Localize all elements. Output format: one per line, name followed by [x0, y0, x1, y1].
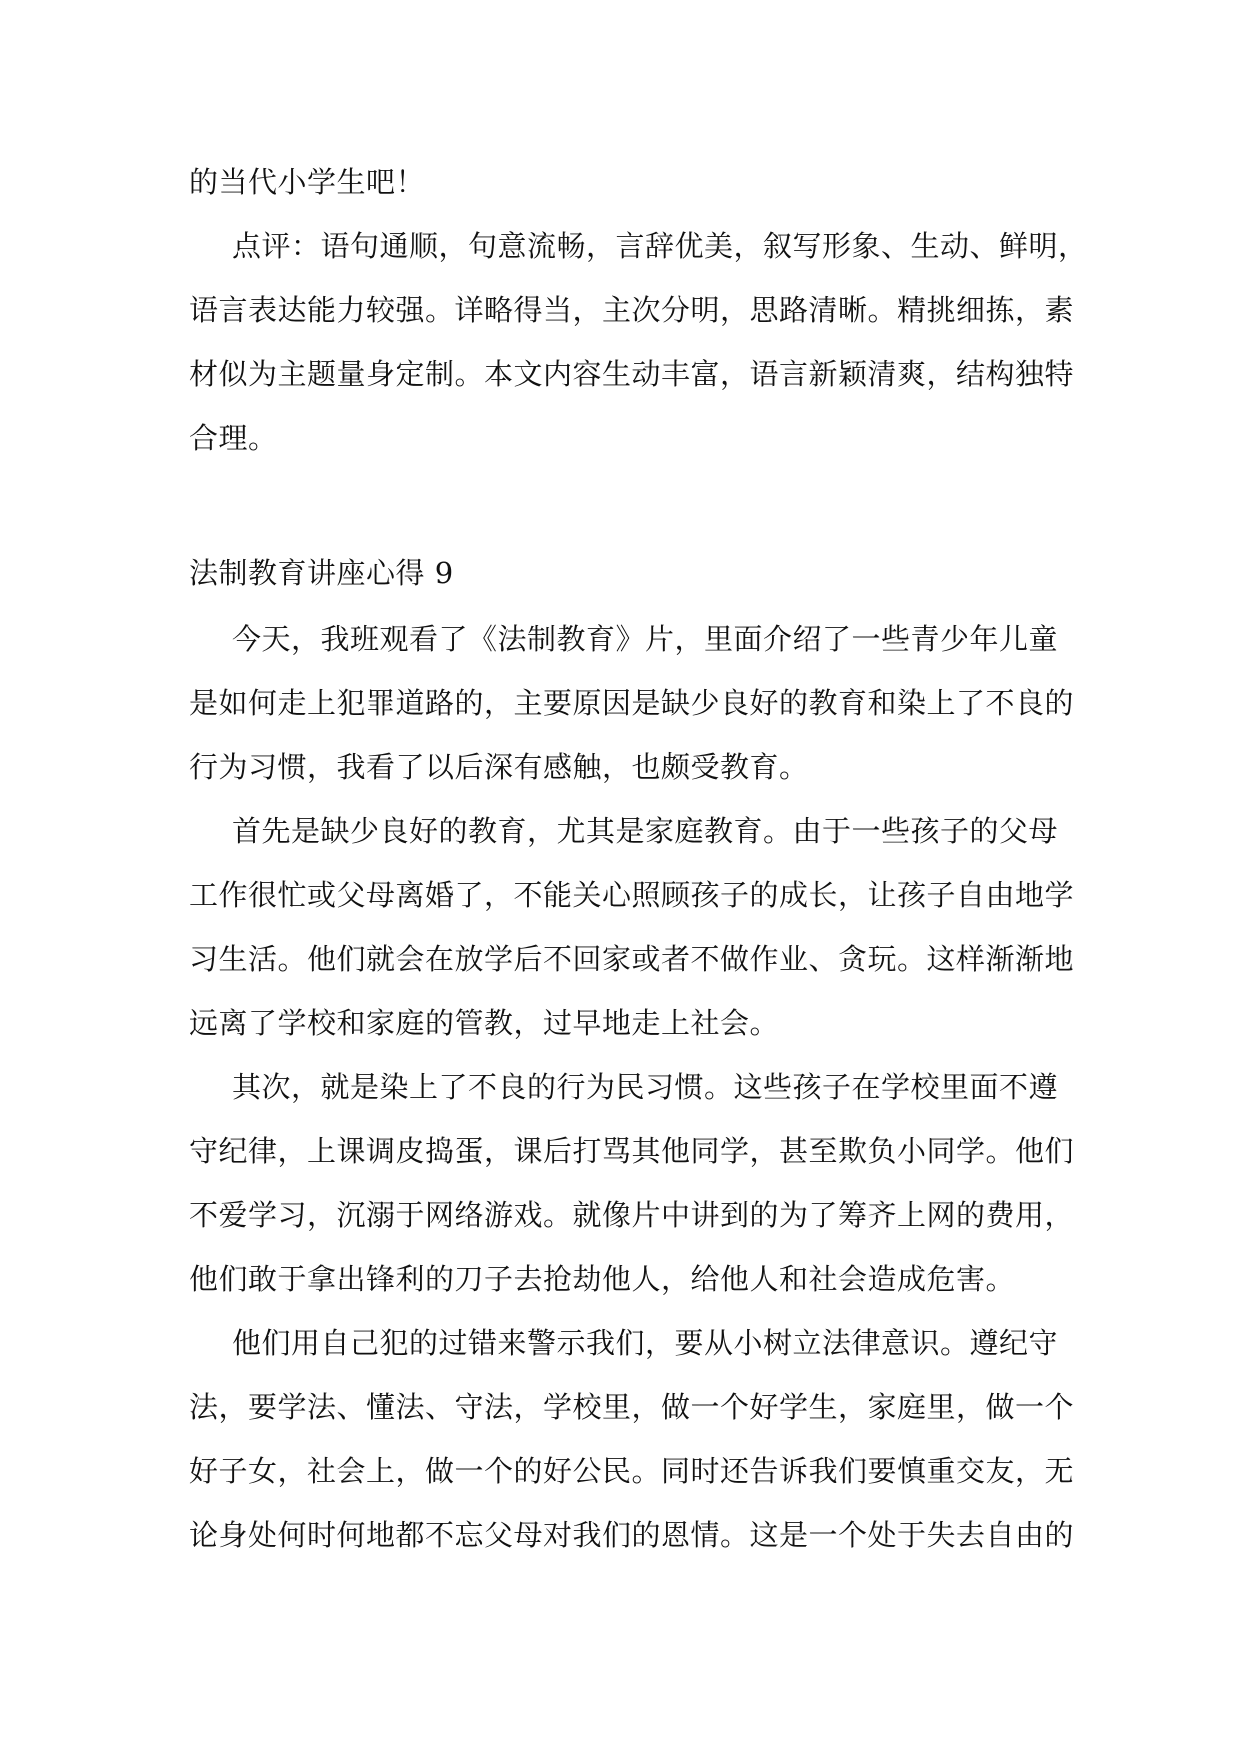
text-line: 论身处何时何地都不忘父母对我们的恩情。这是一个处于失去自由的	[189, 1518, 1075, 1552]
text-line: 守纪律，上课调皮捣蛋，课后打骂其他同学，甚至欺负小同学。他们	[189, 1134, 1075, 1168]
text-line: 好子女，社会上，做一个的好公民。同时还告诉我们要慎重交友，无	[189, 1454, 1075, 1488]
section-heading: 法制教育讲座心得 9	[189, 556, 454, 590]
text-line: 他们敢于拿出锋利的刀子去抢劫他人，给他人和社会造成危害。	[189, 1262, 1016, 1296]
text-line: 材似为主题量身定制。本文内容生动丰富，语言新颖清爽，结构独特	[189, 357, 1075, 391]
paragraph-start-line: 他们用自己犯的过错来警示我们，要从小树立法律意识。遵纪守	[232, 1326, 1059, 1360]
text-line: 是如何走上犯罪道路的，主要原因是缺少良好的教育和染上了不良的	[189, 686, 1075, 720]
text-line: 合理。	[189, 421, 278, 455]
text-line: 远离了学校和家庭的管教，过早地走上社会。	[189, 1006, 780, 1040]
text-line: 语言表达能力较强。详略得当，主次分明，思路清晰。精挑细拣，素	[189, 293, 1075, 327]
text-line: 工作很忙或父母离婚了，不能关心照顾孩子的成长，让孩子自由地学	[189, 878, 1075, 912]
text-line: 法，要学法、懂法、守法，学校里，做一个好学生，家庭里，做一个	[189, 1390, 1075, 1424]
paragraph-start-line: 点评：语句通顺，句意流畅，言辞优美，叙写形象、生动、鲜明，	[232, 229, 1088, 263]
paragraph-start-line: 首先是缺少良好的教育，尤其是家庭教育。由于一些孩子的父母	[232, 814, 1059, 848]
paragraph-start-line: 其次，就是染上了不良的行为民习惯。这些孩子在学校里面不遵	[232, 1070, 1059, 1104]
paragraph-start-line: 今天，我班观看了《法制教育》片，里面介绍了一些青少年儿童	[232, 622, 1059, 656]
text-line: 行为习惯，我看了以后深有感触，也颇受教育。	[189, 750, 809, 784]
text-line: 不爱学习，沉溺于网络游戏。就像片中讲到的为了筹齐上网的费用，	[189, 1198, 1075, 1232]
text-line: 的当代小学生吧！	[189, 165, 426, 199]
text-line: 习生活。他们就会在放学后不回家或者不做作业、贪玩。这样渐渐地	[189, 942, 1075, 976]
